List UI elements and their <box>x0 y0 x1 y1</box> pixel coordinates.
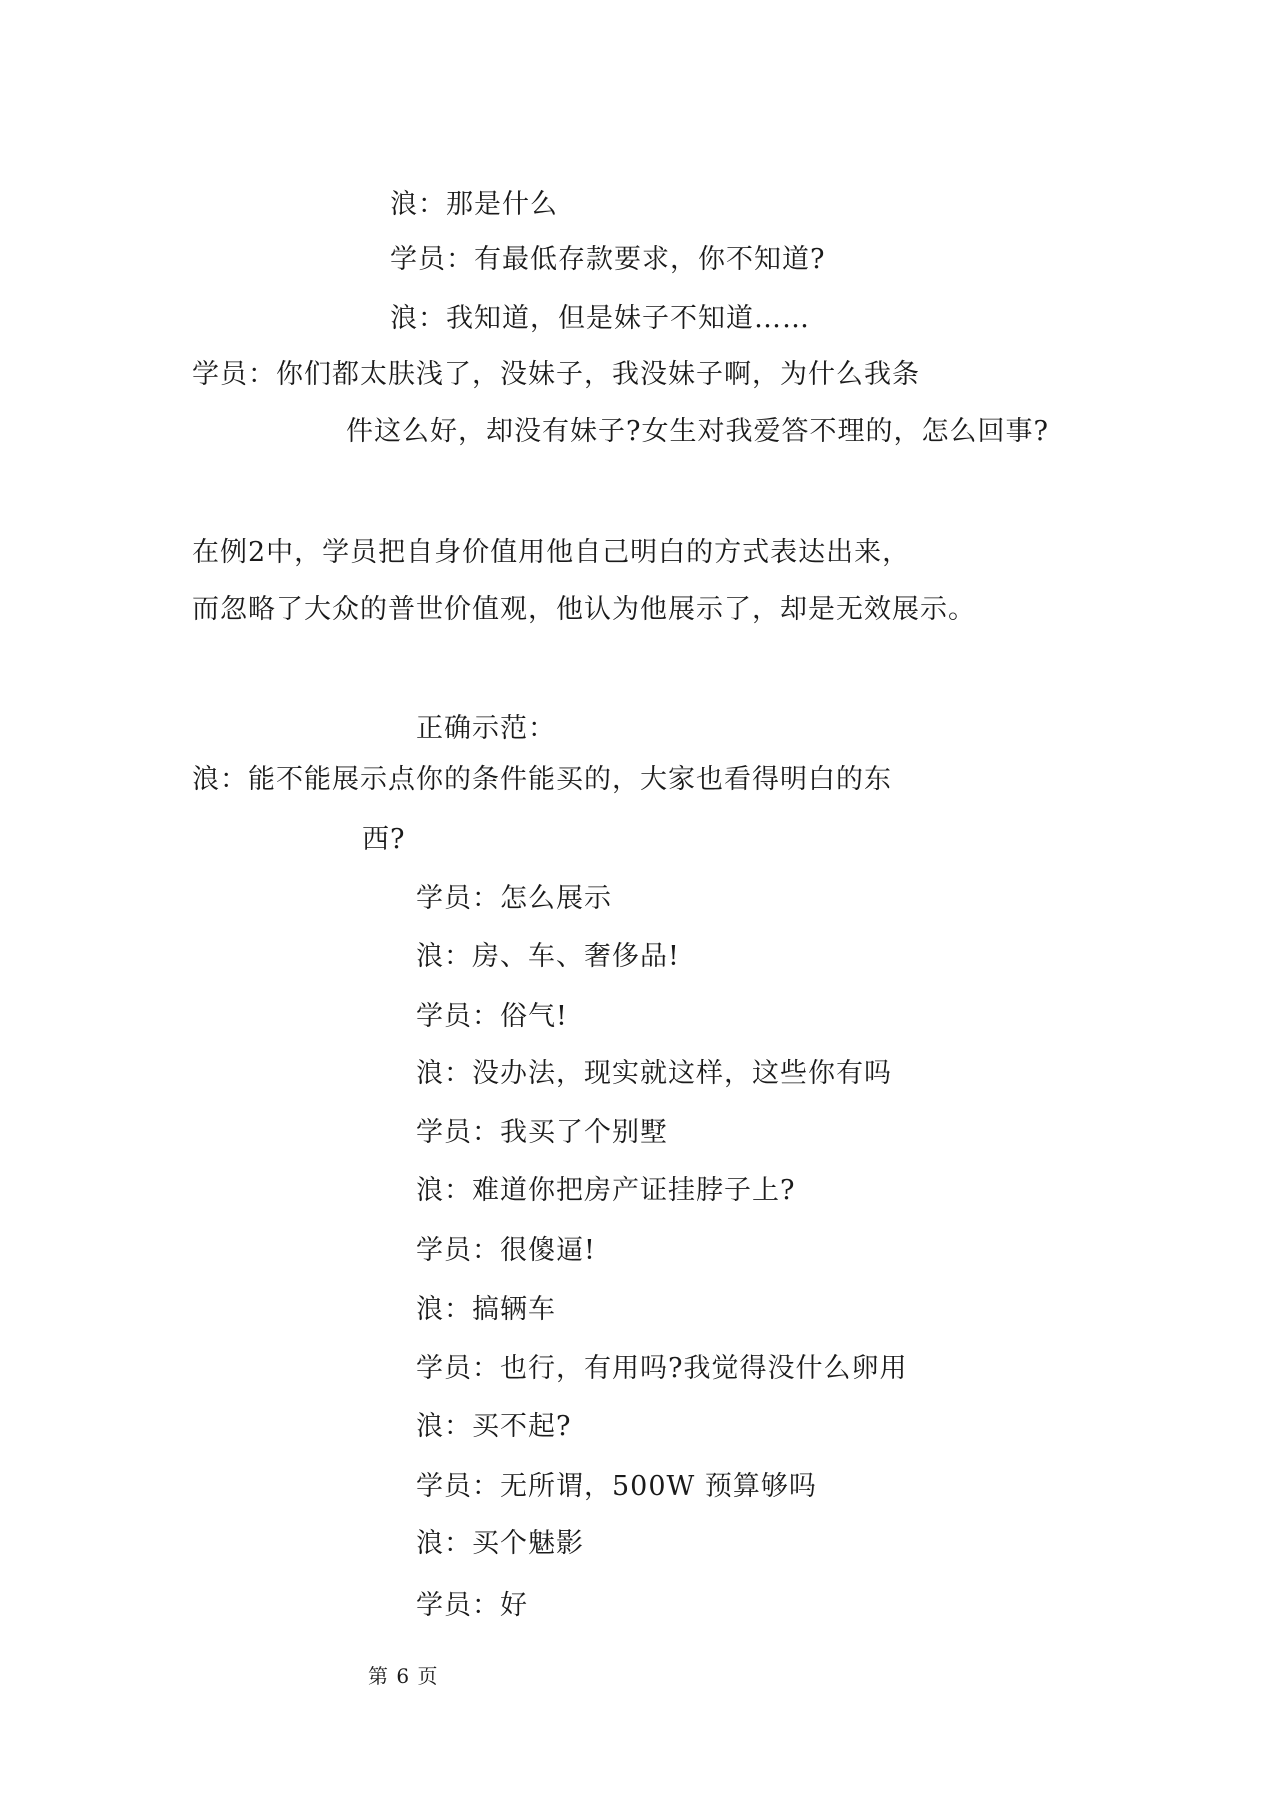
dialogue-line: 学员：也行，有用吗?我觉得没什么卵用 <box>416 1353 908 1384</box>
dialogue-line: 浪：那是什么 <box>390 189 558 220</box>
paragraph-line: 而忽略了大众的普世价值观，他认为他展示了，却是无效展示。 <box>192 594 976 625</box>
dialogue-line: 学员：好 <box>416 1590 528 1621</box>
dialogue-line: 学员：你们都太肤浅了，没妹子，我没妹子啊，为什么我条 <box>192 359 920 390</box>
dialogue-line: 学员：怎么展示 <box>416 883 612 914</box>
page-number: 第 6 页 <box>368 1664 439 1688</box>
dialogue-line: 浪：买个魅影 <box>416 1528 584 1559</box>
dialogue-line: 浪：能不能展示点你的条件能买的，大家也看得明白的东 <box>192 764 892 795</box>
section-heading: 正确示范： <box>416 713 556 744</box>
dialogue-line: 学员：无所谓，500W 预算够吗 <box>416 1471 817 1502</box>
dialogue-line: 浪：难道你把房产证挂脖子上? <box>416 1175 796 1206</box>
dialogue-line: 浪：房、车、奢侈品! <box>416 941 680 972</box>
dialogue-line: 学员：俗气! <box>416 1001 568 1032</box>
dialogue-line: 件这么好，却没有妹子?女生对我爱答不理的，怎么回事? <box>346 416 1049 447</box>
dialogue-line: 西? <box>362 824 406 855</box>
dialogue-line: 学员：很傻逼! <box>416 1235 596 1266</box>
dialogue-line: 学员：我买了个别墅 <box>416 1117 668 1148</box>
dialogue-line: 学员：有最低存款要求，你不知道? <box>390 244 826 275</box>
dialogue-line: 浪：买不起? <box>416 1411 572 1442</box>
paragraph-line: 在例2中，学员把自身价值用他自己明白的方式表达出来， <box>192 537 911 568</box>
dialogue-line: 浪：我知道，但是妹子不知道…… <box>390 303 810 334</box>
dialogue-line: 浪：没办法，现实就这样，这些你有吗 <box>416 1058 892 1089</box>
dialogue-line: 浪：搞辆车 <box>416 1294 556 1325</box>
